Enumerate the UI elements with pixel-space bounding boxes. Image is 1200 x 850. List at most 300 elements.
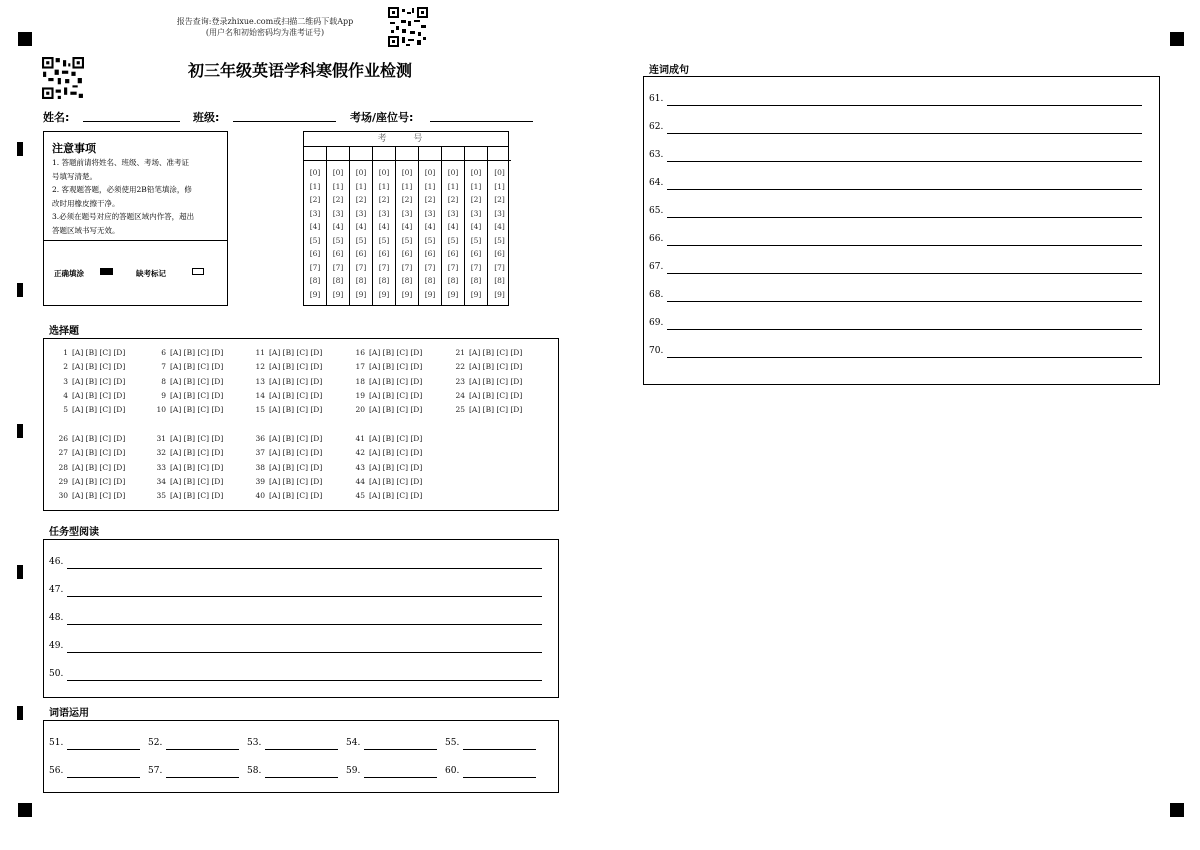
exam-number-bubble[interactable]: [9] <box>494 289 505 299</box>
choice-question[interactable] <box>152 448 223 457</box>
choice-question[interactable] <box>54 405 125 414</box>
exam-number-bubble[interactable]: [9] <box>447 289 459 299</box>
question-number: 22 <box>455 362 465 372</box>
blank-line[interactable] <box>67 777 140 778</box>
blank-line[interactable] <box>166 749 239 750</box>
notice-title: 注意事项 <box>52 142 96 155</box>
exam-number-bubble[interactable]: [8] <box>494 276 505 285</box>
exam-number-write-cell[interactable] <box>373 146 395 161</box>
question-number: 33 <box>156 462 166 472</box>
answer-options[interactable]: [A] [B] [C] [D] <box>369 434 423 443</box>
exam-number-column <box>419 146 442 306</box>
answer-line[interactable] <box>67 568 542 569</box>
exam-number-bubble[interactable]: [5] <box>447 235 459 245</box>
multiple-choice-label: 选择题 <box>49 326 79 337</box>
choice-question[interactable] <box>351 348 422 357</box>
blank-line[interactable] <box>463 749 536 750</box>
exam-number-bubble[interactable]: [8] <box>309 276 321 285</box>
exam-number-bubble[interactable]: [0] <box>332 168 344 177</box>
choice-question[interactable] <box>54 463 125 472</box>
answer-options[interactable]: [A] [B] [C] [D] <box>170 376 224 386</box>
answer-options[interactable]: [A] [B] [C] [D] <box>170 390 224 400</box>
qr-code-top <box>388 7 428 47</box>
exam-number-column <box>396 146 419 306</box>
blank-line[interactable] <box>364 777 437 778</box>
answer-line[interactable] <box>67 596 542 597</box>
answer-options[interactable]: [A] [B] [C] [D] <box>269 405 323 415</box>
name-field[interactable] <box>83 121 180 122</box>
exam-number-bubble[interactable]: [7] <box>355 262 367 272</box>
exam-number-bubble[interactable]: [1] <box>332 181 344 191</box>
exam-number-bubble[interactable]: [4] <box>424 222 436 231</box>
exam-number-bubble[interactable]: [7] <box>309 262 321 272</box>
choice-question[interactable] <box>251 491 322 500</box>
answer-options[interactable]: [A] [B] [C] [D] <box>369 362 423 372</box>
notice-line: 1. 答题前请将姓名、班级、考场、准考证 <box>52 158 190 167</box>
answer-options[interactable]: [A] [B] [C] [D] <box>369 476 423 486</box>
exam-number-bubble[interactable]: [3] <box>447 208 459 218</box>
blank-number: 57. <box>148 766 163 776</box>
answer-line[interactable] <box>67 680 542 681</box>
timing-mark <box>17 283 23 297</box>
exam-number-bubble[interactable]: [9] <box>470 289 482 299</box>
notice-line: 2. 客观题答题，必须使用2B铅笔填涂，修 <box>52 185 192 194</box>
answer-line[interactable] <box>67 624 542 625</box>
exam-number-bubble[interactable]: [2] <box>424 195 436 204</box>
question-number: 44 <box>355 476 365 486</box>
answer-options[interactable]: [A] [B] [C] [D] <box>170 476 224 486</box>
answer-options[interactable]: [A] [B] [C] [D] <box>269 348 323 357</box>
exam-number-bubble[interactable]: [1] <box>355 181 367 191</box>
exam-number-bubble[interactable]: [2] <box>309 195 321 204</box>
question-number: 43 <box>355 462 365 472</box>
class-field[interactable] <box>233 121 336 122</box>
question-number: 42 <box>355 448 365 458</box>
exam-number-bubble[interactable]: [6] <box>355 249 367 258</box>
exam-number-bubble[interactable]: [1] <box>494 181 505 191</box>
alignment-mark <box>1170 803 1184 817</box>
answer-number: 62. <box>649 122 664 132</box>
blank-number: 56. <box>49 766 64 776</box>
answer-options[interactable]: [A] [B] [C] [D] <box>269 462 323 472</box>
exam-number-bubble[interactable]: [1] <box>401 181 413 191</box>
answer-options[interactable]: [A] [B] [C] [D] <box>170 491 224 501</box>
answer-options[interactable]: [A] [B] [C] [D] <box>269 434 323 443</box>
answer-number: 48. <box>49 613 64 623</box>
answer-options[interactable]: [A] [B] [C] [D] <box>269 376 323 386</box>
exam-number-bubble[interactable]: [5] <box>470 235 482 245</box>
choice-question[interactable] <box>54 391 125 400</box>
exam-number-bubble[interactable]: [3] <box>494 208 505 218</box>
exam-number-bubble[interactable]: [3] <box>309 208 321 218</box>
exam-number-bubble[interactable]: [1] <box>378 181 390 191</box>
answer-line[interactable] <box>667 245 1142 246</box>
exam-number-bubble[interactable]: [3] <box>355 208 367 218</box>
exam-number-bubble[interactable]: [0] <box>378 168 390 177</box>
question-number: 41 <box>355 434 365 443</box>
exam-number-column <box>373 146 396 306</box>
exam-number-write-cell[interactable] <box>350 146 372 161</box>
page-title: 初三年级英语学科寒假作业检测 <box>187 61 412 80</box>
answer-options[interactable]: [A] [B] [C] [D] <box>72 462 126 472</box>
exam-number-bubble[interactable]: [1] <box>447 181 459 191</box>
choice-question[interactable] <box>351 477 422 486</box>
choice-question[interactable] <box>351 362 422 371</box>
answer-options[interactable]: [A] [B] [C] [D] <box>269 491 323 501</box>
choice-question[interactable] <box>451 405 522 414</box>
exam-number-bubble[interactable]: [6] <box>470 249 482 258</box>
blank-number: 52. <box>148 738 163 748</box>
question-number: 40 <box>255 491 265 501</box>
exam-number-bubble[interactable]: [8] <box>470 276 482 285</box>
answer-number: 47. <box>49 585 64 595</box>
answer-options[interactable]: [A] [B] [C] [D] <box>72 476 126 486</box>
exam-number-bubble[interactable]: [9] <box>309 289 321 299</box>
exam-number-bubble[interactable]: [3] <box>332 208 344 218</box>
exam-number-bubble[interactable]: [3] <box>470 208 482 218</box>
answer-options[interactable]: [A] [B] [C] [D] <box>469 362 523 372</box>
answer-options[interactable]: [A] [B] [C] [D] <box>170 448 224 458</box>
exam-number-bubble[interactable]: [8] <box>332 276 344 285</box>
exam-number-write-cell[interactable] <box>488 146 511 161</box>
exam-number-bubble[interactable]: [4] <box>332 222 344 231</box>
question-number: 2 <box>63 362 68 372</box>
word-usage-label: 词语运用 <box>49 708 89 719</box>
exam-number-bubble[interactable]: [4] <box>447 222 459 231</box>
exam-number-bubble[interactable]: [9] <box>332 289 344 299</box>
answer-options[interactable]: [A] [B] [C] [D] <box>170 462 224 472</box>
exam-number-bubble[interactable]: [2] <box>332 195 344 204</box>
answer-options[interactable]: [A] [B] [C] [D] <box>170 434 224 443</box>
exam-number-grid <box>303 131 509 306</box>
choice-question[interactable] <box>54 362 125 371</box>
answer-options[interactable]: [A] [B] [C] [D] <box>269 362 323 372</box>
answer-options[interactable]: [A] [B] [C] [D] <box>170 348 224 357</box>
exam-number-write-cell[interactable] <box>419 146 441 161</box>
choice-question[interactable] <box>251 362 322 371</box>
choice-question[interactable] <box>152 348 223 357</box>
exam-number-bubble[interactable]: [0] <box>424 168 436 177</box>
exam-number-bubble[interactable]: [7] <box>447 262 459 272</box>
exam-number-bubble[interactable]: [4] <box>309 222 321 231</box>
exam-number-bubble[interactable]: [0] <box>494 168 505 177</box>
exam-number-bubble[interactable]: [6] <box>494 249 505 258</box>
exam-number-bubble[interactable]: [2] <box>494 195 505 204</box>
exam-number-bubble[interactable]: [9] <box>401 289 413 299</box>
choice-question[interactable] <box>251 434 322 443</box>
choice-question[interactable] <box>152 362 223 371</box>
answer-line[interactable] <box>667 273 1142 274</box>
question-number: 27 <box>58 448 68 458</box>
exam-number-bubble[interactable]: [5] <box>494 235 505 245</box>
choice-question[interactable] <box>251 477 322 486</box>
blank-number: 55. <box>445 738 460 748</box>
answer-options[interactable]: [A] [B] [C] [D] <box>269 390 323 400</box>
question-number: 31 <box>156 434 166 443</box>
choice-question[interactable] <box>251 463 322 472</box>
blank-number: 60. <box>445 766 460 776</box>
exam-number-bubble[interactable]: [0] <box>355 168 367 177</box>
exam-number-bubble[interactable]: [6] <box>332 249 344 258</box>
answer-number: 65. <box>649 206 664 216</box>
notice-line: 答题区域书写无效。 <box>52 225 120 235</box>
exam-number-bubble[interactable]: [6] <box>447 249 459 258</box>
question-number: 45 <box>355 491 365 501</box>
question-number: 6 <box>161 348 166 357</box>
answer-options[interactable]: [A] [B] [C] [D] <box>369 448 423 458</box>
question-number: 3 <box>63 376 68 386</box>
answer-line[interactable] <box>667 329 1142 330</box>
exam-number-bubble[interactable]: [7] <box>424 262 436 272</box>
exam-number-bubble[interactable]: [4] <box>355 222 367 231</box>
blank-line[interactable] <box>265 777 338 778</box>
choice-question[interactable] <box>351 405 422 414</box>
answer-number: 67. <box>649 262 664 272</box>
exam-number-bubble[interactable]: [4] <box>378 222 390 231</box>
exam-number-bubble[interactable]: [7] <box>332 262 344 272</box>
answer-options[interactable]: [A] [B] [C] [D] <box>469 376 523 386</box>
exam-number-bubble[interactable]: [9] <box>424 289 436 299</box>
blank-line[interactable] <box>364 749 437 750</box>
question-number: 24 <box>455 390 465 400</box>
choice-question[interactable] <box>152 491 223 500</box>
choice-question[interactable] <box>152 434 223 443</box>
exam-number-bubble[interactable]: [0] <box>401 168 413 177</box>
exam-number-bubble[interactable]: [2] <box>470 195 482 204</box>
choice-question[interactable] <box>54 491 125 500</box>
exam-number-write-cell[interactable] <box>304 146 326 161</box>
question-number: 5 <box>63 405 68 415</box>
choice-question[interactable] <box>54 377 125 386</box>
choice-question[interactable] <box>351 491 422 500</box>
answer-line[interactable] <box>667 217 1142 218</box>
exam-number-bubble[interactable]: [4] <box>494 222 505 231</box>
multiple-choice-box <box>43 338 559 511</box>
question-number: 39 <box>255 476 265 486</box>
exam-number-bubble[interactable]: [7] <box>401 262 413 272</box>
exam-number-bubble[interactable]: [6] <box>378 249 390 258</box>
answer-line[interactable] <box>667 357 1142 358</box>
answer-options[interactable]: [A] [B] [C] [D] <box>369 376 423 386</box>
choice-question[interactable] <box>152 391 223 400</box>
choice-question[interactable] <box>251 377 322 386</box>
exam-number-bubble[interactable]: [1] <box>470 181 482 191</box>
question-number: 1 <box>63 348 68 357</box>
question-number: 34 <box>156 476 166 486</box>
choice-question[interactable] <box>351 377 422 386</box>
blank-line[interactable] <box>166 777 239 778</box>
answer-options[interactable]: [A] [B] [C] [D] <box>369 491 423 501</box>
exam-number-bubble[interactable]: [3] <box>424 208 436 218</box>
choice-question[interactable] <box>351 391 422 400</box>
exam-number-bubble[interactable]: [8] <box>355 276 367 285</box>
question-number: 18 <box>355 376 365 386</box>
exam-number-bubble[interactable]: [6] <box>309 249 321 258</box>
choice-question[interactable] <box>152 377 223 386</box>
blank-line[interactable] <box>265 749 338 750</box>
exam-number-bubble[interactable]: [1] <box>424 181 436 191</box>
seat-label: 考场/座位号: <box>350 111 414 124</box>
choice-question[interactable] <box>251 348 322 357</box>
answer-options[interactable]: [A] [B] [C] [D] <box>72 376 126 386</box>
answer-options[interactable]: [A] [B] [C] [D] <box>369 348 423 357</box>
exam-number-bubble[interactable]: [5] <box>309 235 321 245</box>
task-reading-box <box>43 539 559 698</box>
answer-options[interactable]: [A] [B] [C] [D] <box>170 362 224 372</box>
sentence-building-label: 连词成句 <box>649 65 689 76</box>
exam-number-write-cell[interactable] <box>396 146 418 161</box>
report-query-note <box>140 16 390 38</box>
question-number: 10 <box>156 405 166 415</box>
answer-options[interactable]: [A] [B] [C] [D] <box>72 390 126 400</box>
choice-question[interactable] <box>451 348 522 357</box>
answer-options[interactable]: [A] [B] [C] [D] <box>269 448 323 458</box>
question-number: 9 <box>161 390 166 400</box>
notice-line: 3.必须在题号对应的答题区域内作答，超出 <box>52 212 195 221</box>
exam-number-column <box>488 146 511 306</box>
choice-question[interactable] <box>54 348 125 357</box>
login-hint-line: (用户名和初始密码均为准考证号) <box>205 28 325 37</box>
choice-question[interactable] <box>351 448 422 457</box>
exam-number-bubble[interactable]: [0] <box>470 168 482 177</box>
blank-line[interactable] <box>67 749 140 750</box>
answer-options[interactable]: [A] [B] [C] [D] <box>72 405 126 415</box>
exam-number-bubble[interactable]: [5] <box>378 235 390 245</box>
exam-number-bubble[interactable]: [2] <box>355 195 367 204</box>
choice-question[interactable] <box>54 434 125 443</box>
answer-line[interactable] <box>667 189 1142 190</box>
answer-number: 63. <box>649 150 664 160</box>
answer-options[interactable]: [A] [B] [C] [D] <box>72 448 126 458</box>
exam-number-write-cell[interactable] <box>327 146 349 161</box>
answer-options[interactable]: [A] [B] [C] [D] <box>369 405 423 415</box>
blank-number: 51. <box>49 738 64 748</box>
exam-number-bubble[interactable]: [4] <box>401 222 413 231</box>
exam-number-bubble[interactable]: [6] <box>424 249 436 258</box>
answer-options[interactable]: [A] [B] [C] [D] <box>72 362 126 372</box>
question-number: 11 <box>255 348 265 357</box>
exam-number-column <box>350 146 373 306</box>
timing-mark <box>17 424 23 438</box>
exam-number-bubble[interactable]: [2] <box>401 195 413 204</box>
exam-number-write-cell[interactable] <box>465 146 487 161</box>
answer-number: 70. <box>649 346 664 356</box>
absent-mark-box[interactable] <box>192 268 204 275</box>
exam-number-bubble[interactable]: [2] <box>447 195 459 204</box>
exam-number-bubble[interactable]: [5] <box>424 235 436 245</box>
choice-question[interactable] <box>54 448 125 457</box>
exam-number-bubble[interactable]: [0] <box>447 168 459 177</box>
exam-number-bubble[interactable]: [2] <box>378 195 390 204</box>
answer-options[interactable]: [A] [B] [C] [D] <box>72 434 126 443</box>
correct-fill-sample <box>100 268 113 275</box>
exam-number-bubble[interactable]: [7] <box>470 262 482 272</box>
exam-number-bubble[interactable]: [4] <box>470 222 482 231</box>
blank-number: 58. <box>247 766 262 776</box>
timing-mark <box>17 142 23 156</box>
answer-options[interactable]: [A] [B] [C] [D] <box>170 405 224 415</box>
exam-number-bubble[interactable]: [8] <box>447 276 459 285</box>
timing-mark <box>17 706 23 720</box>
question-number: 36 <box>255 434 265 443</box>
answer-options[interactable]: [A] [B] [C] [D] <box>469 348 523 357</box>
choice-question[interactable] <box>451 377 522 386</box>
exam-number-bubble[interactable]: [8] <box>401 276 413 285</box>
notice-line: 号填写清楚。 <box>52 171 97 181</box>
choice-question[interactable] <box>152 405 223 414</box>
choice-question[interactable] <box>351 463 422 472</box>
question-number: 32 <box>156 448 166 458</box>
exam-number-bubble[interactable]: [9] <box>378 289 390 299</box>
choice-question[interactable] <box>351 434 422 443</box>
answer-line[interactable] <box>667 161 1142 162</box>
exam-number-bubble[interactable]: [7] <box>378 262 390 272</box>
answer-options[interactable]: [A] [B] [C] [D] <box>469 390 523 400</box>
answer-number: 61. <box>649 94 664 104</box>
exam-number-bubble[interactable]: [0] <box>309 168 321 177</box>
blank-line[interactable] <box>463 777 536 778</box>
absent-mark-label: 缺考标记 <box>136 269 166 278</box>
task-reading-label: 任务型阅读 <box>49 527 99 538</box>
answer-options[interactable]: [A] [B] [C] [D] <box>469 405 523 415</box>
timing-mark <box>17 565 23 579</box>
exam-number-bubble[interactable]: [9] <box>355 289 367 299</box>
exam-number-bubble[interactable]: [5] <box>401 235 413 245</box>
blank-number: 59. <box>346 766 361 776</box>
exam-number-bubble[interactable]: [8] <box>424 276 436 285</box>
answer-number: 68. <box>649 290 664 300</box>
choice-question[interactable] <box>54 477 125 486</box>
answer-options[interactable]: [A] [B] [C] [D] <box>72 348 126 357</box>
question-number: 28 <box>58 462 68 472</box>
correct-fill-label: 正确填涂 <box>54 269 84 278</box>
choice-question[interactable] <box>152 477 223 486</box>
seat-field[interactable] <box>430 121 533 122</box>
answer-line[interactable] <box>667 133 1142 134</box>
exam-number-write-cell[interactable] <box>442 146 464 161</box>
answer-options[interactable]: [A] [B] [C] [D] <box>269 476 323 486</box>
question-number: 16 <box>355 348 365 357</box>
exam-number-bubble[interactable]: [8] <box>378 276 390 285</box>
sentence-building-box <box>643 76 1160 385</box>
exam-number-bubble[interactable]: [7] <box>494 262 505 272</box>
exam-number-bubble[interactable]: [1] <box>309 181 321 191</box>
choice-question[interactable] <box>152 463 223 472</box>
answer-options[interactable]: [A] [B] [C] [D] <box>369 462 423 472</box>
choice-question[interactable] <box>251 391 322 400</box>
exam-number-bubble[interactable]: [6] <box>401 249 413 258</box>
answer-options[interactable]: [A] [B] [C] [D] <box>369 390 423 400</box>
choice-question[interactable] <box>251 448 322 457</box>
exam-number-bubble[interactable]: [5] <box>355 235 367 245</box>
choice-question[interactable] <box>451 391 522 400</box>
alignment-mark <box>18 803 32 817</box>
exam-number-column <box>327 146 350 306</box>
answer-line[interactable] <box>667 105 1142 106</box>
choice-question[interactable] <box>251 405 322 414</box>
answer-line[interactable] <box>67 652 542 653</box>
exam-number-bubble[interactable]: [5] <box>332 235 344 245</box>
answer-number: 50. <box>49 669 64 679</box>
question-number: 15 <box>255 405 265 415</box>
choice-question[interactable] <box>451 362 522 371</box>
notice-text <box>52 156 222 237</box>
exam-number-bubble[interactable]: [3] <box>378 208 390 218</box>
alignment-mark <box>1170 32 1184 46</box>
answer-options[interactable]: [A] [B] [C] [D] <box>72 491 126 501</box>
answer-line[interactable] <box>667 301 1142 302</box>
exam-number-bubble[interactable]: [3] <box>401 208 413 218</box>
